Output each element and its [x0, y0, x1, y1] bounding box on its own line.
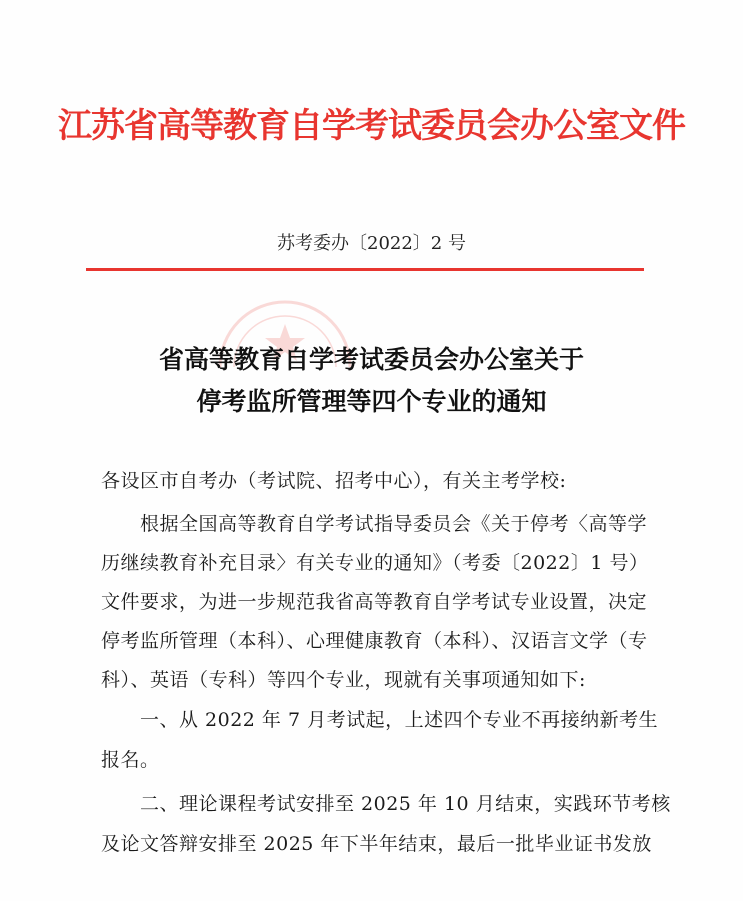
body-line-10: 及论文答辩安排至 2025 年下半年结束，最后一批毕业证书发放	[101, 833, 652, 855]
body-line-9: 二、理论课程考试安排至 2025 年 10 月结束，实践环节考核	[140, 793, 671, 815]
issuing-office-header: 江苏省高等教育自学考试委员会办公室文件	[58, 106, 685, 146]
notice-title-line-1: 省高等教育自学考试委员会办公室关于	[158, 345, 584, 374]
body-line-4: 文件要求，为进一步规范我省高等教育自学考试专业设置，决定	[101, 591, 648, 613]
body-line-3: 历继续教育补充目录〉有关专业的通知》（考委〔2022〕1 号）	[101, 552, 649, 574]
body-line-addressee: 各设区市自考办（考试院、招考中心），有关主考学校:	[101, 470, 567, 492]
red-divider-line	[86, 268, 644, 271]
body-line-6: 科）、英语（专科）等四个专业，现就有关事项通知如下:	[101, 669, 586, 691]
notice-title-line-2: 停考监所管理等四个专业的通知	[196, 387, 547, 416]
document-number: 苏考委办〔2022〕2 号	[277, 233, 466, 254]
body-line-2: 根据全国高等教育自学考试指导委员会《关于停考〈高等学	[140, 513, 648, 535]
body-line-7: 一、从 2022 年 7 月考试起，上述四个专业不再接纳新考生	[140, 709, 659, 731]
body-line-8: 报名。	[101, 749, 160, 771]
body-line-5: 停考监所管理（本科）、心理健康教育（本科）、汉语言文学（专	[101, 630, 648, 652]
